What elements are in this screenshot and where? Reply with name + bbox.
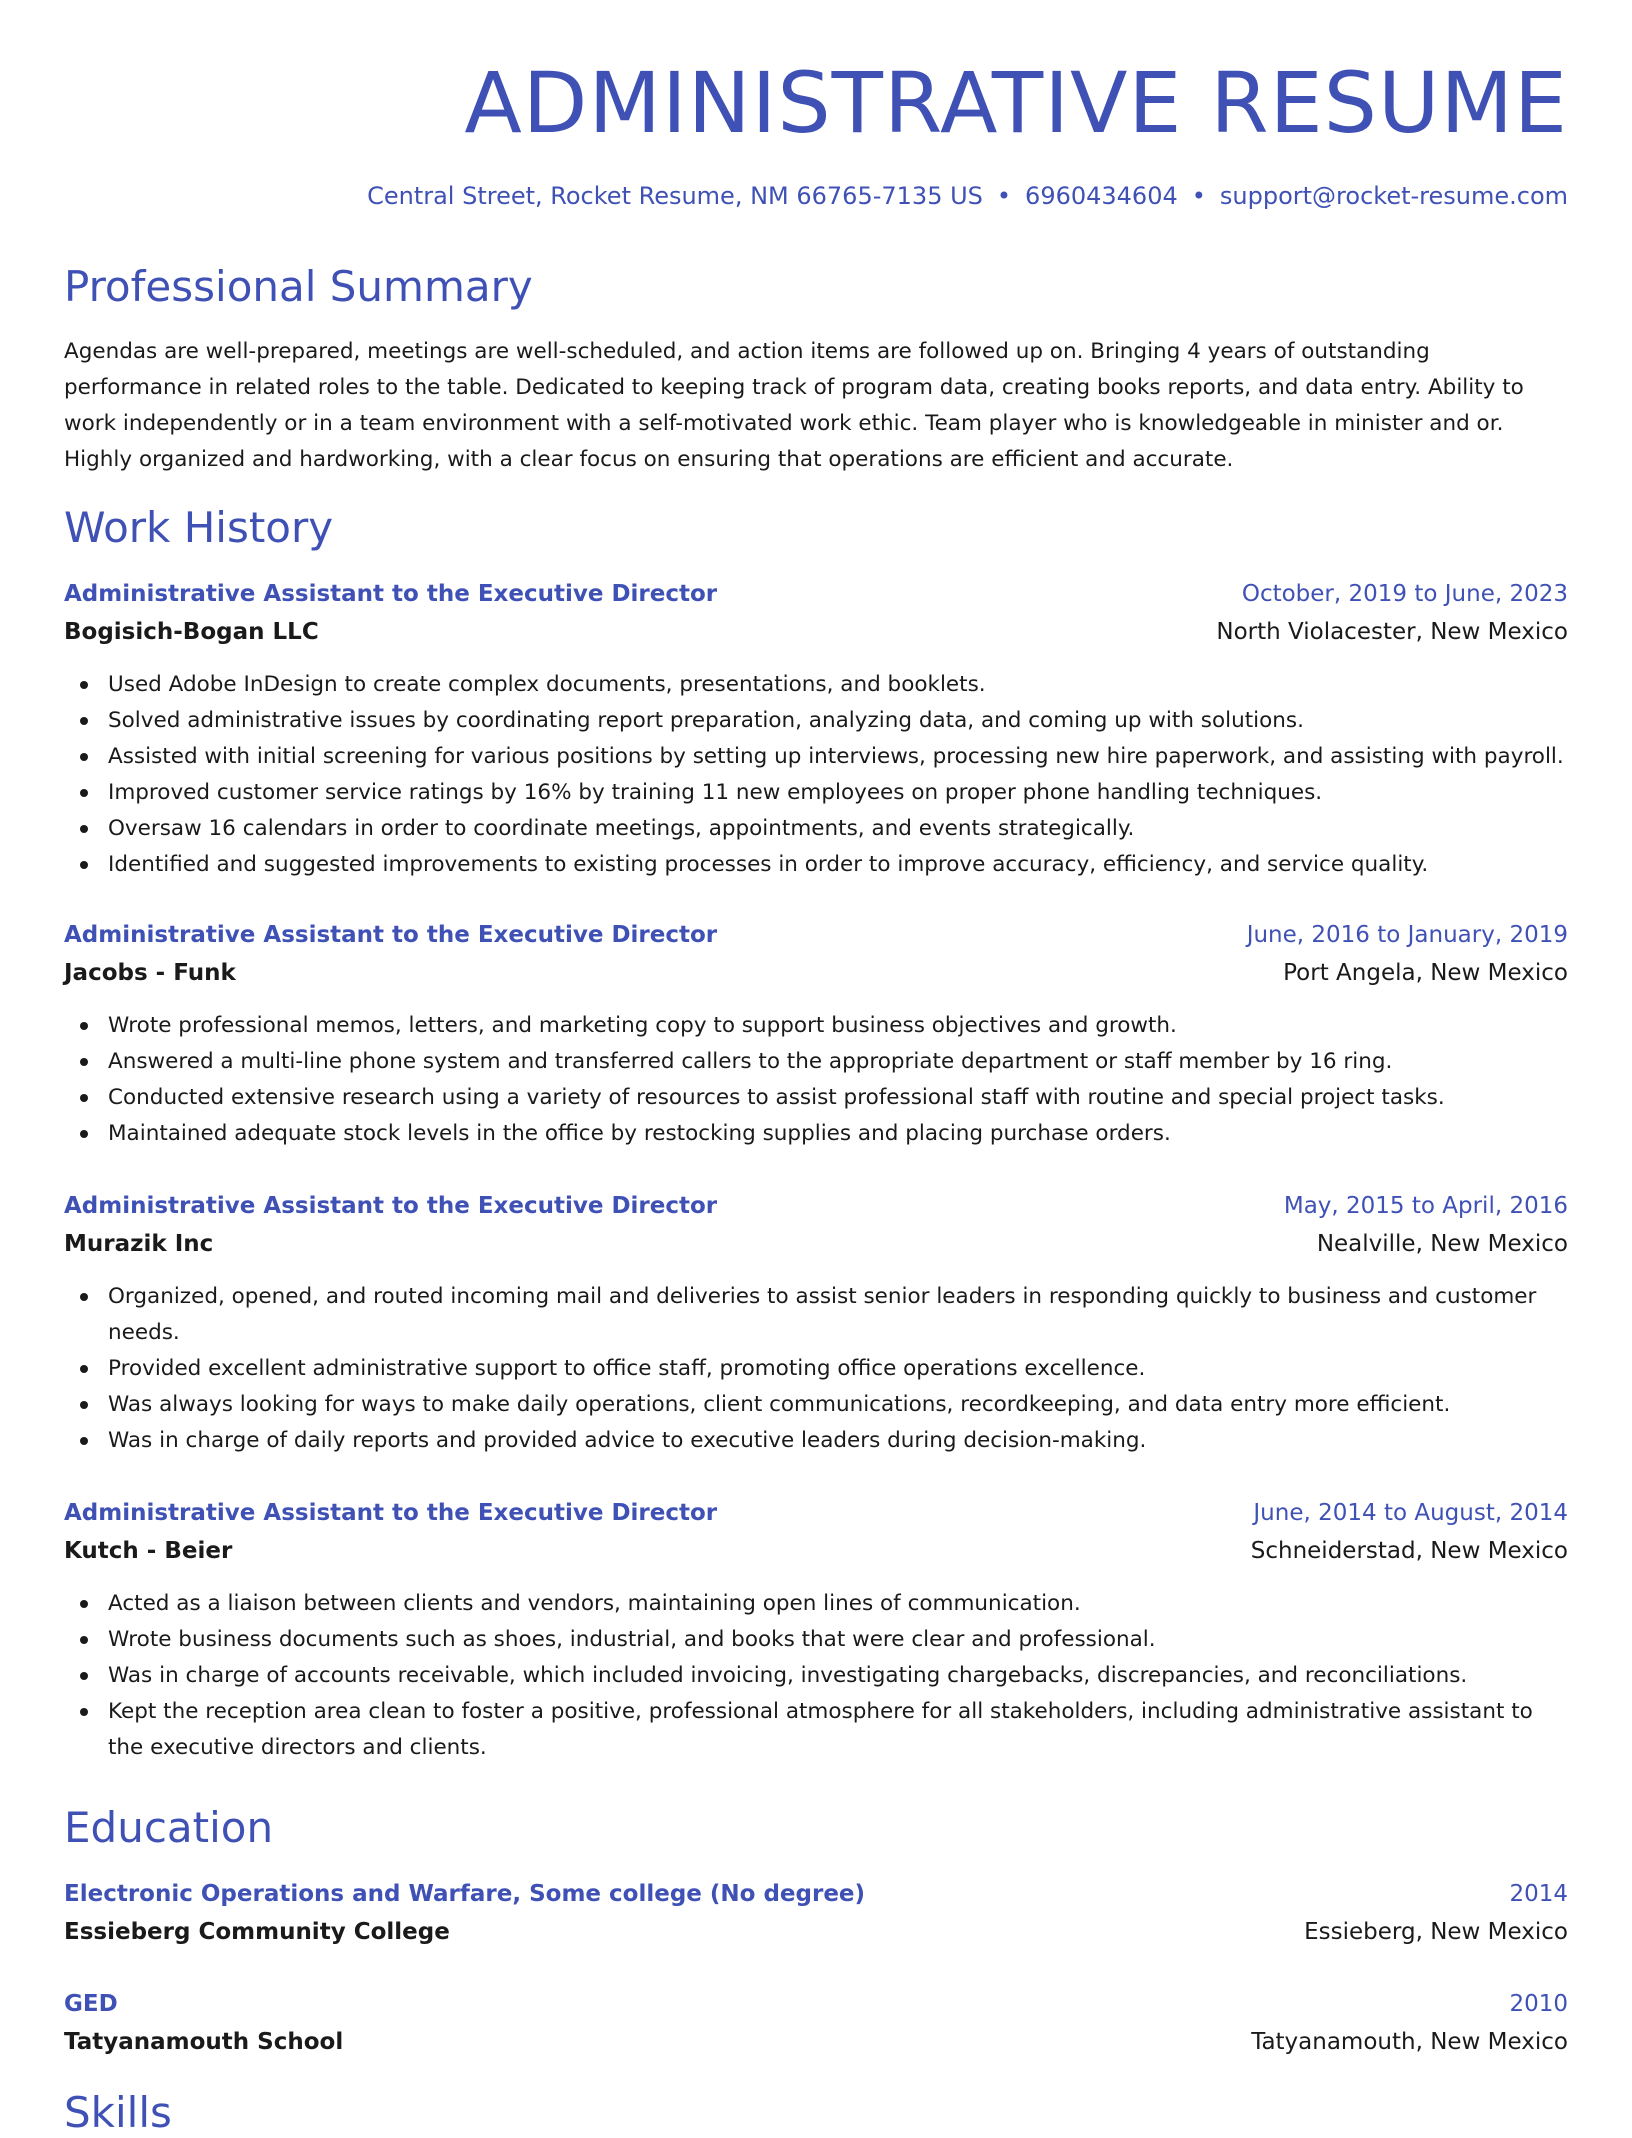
degree-title: Electronic Operations and Warfare, Some college (No degree) [64,1881,866,1907]
contact-info [367,180,1568,212]
bullet-item: Wrote professional memos, letters, and marketing copy to support business objectives and growth. [64,1008,1568,1044]
bullet-item: Acted as a liaison between clients and vendors, maintaining open lines of communication. [64,1586,1568,1622]
summary-text: Agendas are well-prepared, meetings are well-scheduled, and action items are followed up on. Bringing 4 years of outstanding performance in related roles to the table. Dedicated to keeping track of program data, creating books reports, and data entry. Ability to work independently or in a team environment with a self-motivated work ethic. Team player who is knowledgeable in minister and or. Highly organized and hardworking, with a clear focus on ensuring that operations are efficient and accurate. [64,339,1524,472]
degree-title: GED [64,1991,118,2017]
bullet-item: Provided excellent administrative support to office staff, promoting office operations excellence. [64,1351,1568,1387]
job-company: Bogisich-Bogan LLC [64,619,319,645]
bullet-item: Was in charge of daily reports and provided advice to executive leaders during decision-making. [64,1423,1568,1459]
bullet-item: Kept the reception area clean to foster a positive, professional atmosphere for all stakeholders, including administrative assistant to the executive directors and clients. [64,1694,1568,1766]
job-title: Administrative Assistant to the Executive Director [64,1193,718,1219]
job-location: Port Angela, New Mexico [1283,960,1568,986]
job-bullets [64,667,1568,883]
bullet-item: Answered a multi-line phone system and transferred callers to the appropriate department or staff member by 16 ring. [64,1044,1568,1080]
bullet-item: Assisted with initial screening for various positions by setting up interviews, processing new hire paperwork, and assisting with payroll. [64,739,1568,775]
bullet-item: Improved customer service ratings by 16% by training 11 new employees on proper phone handling techniques. [64,775,1568,811]
job-dates: June, 2014 to August, 2014 [1253,1500,1568,1526]
school-location: Essieberg, New Mexico [1304,1919,1568,1945]
education-entry [64,1875,1568,1951]
job-bullets [64,1008,1568,1152]
resume-title: ADMINISTRATIVE RESUME [464,54,1568,152]
contact-address: Central Street, Rocket Resume, NM 66765-7135 US [367,182,983,210]
job-title: Administrative Assistant to the Executive Director [64,1500,718,1526]
job-entry [64,916,1568,1152]
job-entry [64,1187,1568,1459]
job-company: Kutch - Beier [64,1538,233,1564]
job-dates: May, 2015 to April, 2016 [1283,1193,1568,1219]
job-location: Schneiderstad, New Mexico [1250,1538,1568,1564]
job-dates: June, 2016 to January, 2019 [1246,922,1568,948]
contact-phone: 6960434604 [1025,182,1178,210]
bullet-item: Used Adobe InDesign to create complex documents, presentations, and booklets. [64,667,1568,703]
job-dates: October, 2019 to June, 2023 [1241,581,1568,607]
bullet-item: Solved administrative issues by coordinating report preparation, analyzing data, and coming up with solutions. [64,703,1568,739]
education-entry [64,1985,1568,2061]
job-entry [64,575,1568,883]
job-company: Jacobs - Funk [64,960,236,986]
bullet-item: Conducted extensive research using a variety of resources to assist professional staff with routine and special project tasks. [64,1080,1568,1116]
separator-dot: • [1191,182,1206,210]
bullet-item: Maintained adequate stock levels in the office by restocking supplies and placing purchase orders. [64,1116,1568,1152]
school-location: Tatyanamouth, New Mexico [1251,2029,1568,2055]
job-title: Administrative Assistant to the Executive Director [64,922,718,948]
education-year: 2010 [1509,1991,1568,2017]
bullet-item: Oversaw 16 calendars in order to coordinate meetings, appointments, and events strategically. [64,811,1568,847]
education-year: 2014 [1509,1881,1568,1907]
bullet-item: Was in charge of accounts receivable, which included invoicing, investigating chargebacks, discrepancies, and reconciliations. [64,1658,1568,1694]
job-company: Murazik Inc [64,1231,214,1257]
job-title: Administrative Assistant to the Executive Director [64,581,718,607]
school-name: Essieberg Community College [64,1919,450,1945]
bullet-item: Identified and suggested improvements to existing processes in order to improve accuracy, efficiency, and service quality. [64,847,1568,883]
separator-dot: • [996,182,1012,210]
school-name: Tatyanamouth School [64,2029,344,2055]
work-history-heading: Work History [64,503,334,552]
job-bullets [64,1279,1568,1459]
job-bullets [64,1586,1568,1766]
bullet-item: Wrote business documents such as shoes, industrial, and books that were clear and professional. [64,1622,1568,1658]
job-location: Nealville, New Mexico [1316,1231,1568,1257]
skills-heading: Skills [64,2088,172,2137]
contact-email[interactable]: support@rocket-resume.com [1219,182,1568,210]
job-entry [64,1494,1568,1766]
summary-heading: Professional Summary [64,262,533,311]
education-heading: Education [64,1803,274,1852]
bullet-item: Was always looking for ways to make daily operations, client communications, recordkeeping, and data entry more efficient. [64,1387,1568,1423]
job-location: North Violacester, New Mexico [1216,619,1568,645]
bullet-item: Organized, opened, and routed incoming mail and deliveries to assist senior leaders in responding quickly to business and customer needs. [64,1279,1568,1351]
